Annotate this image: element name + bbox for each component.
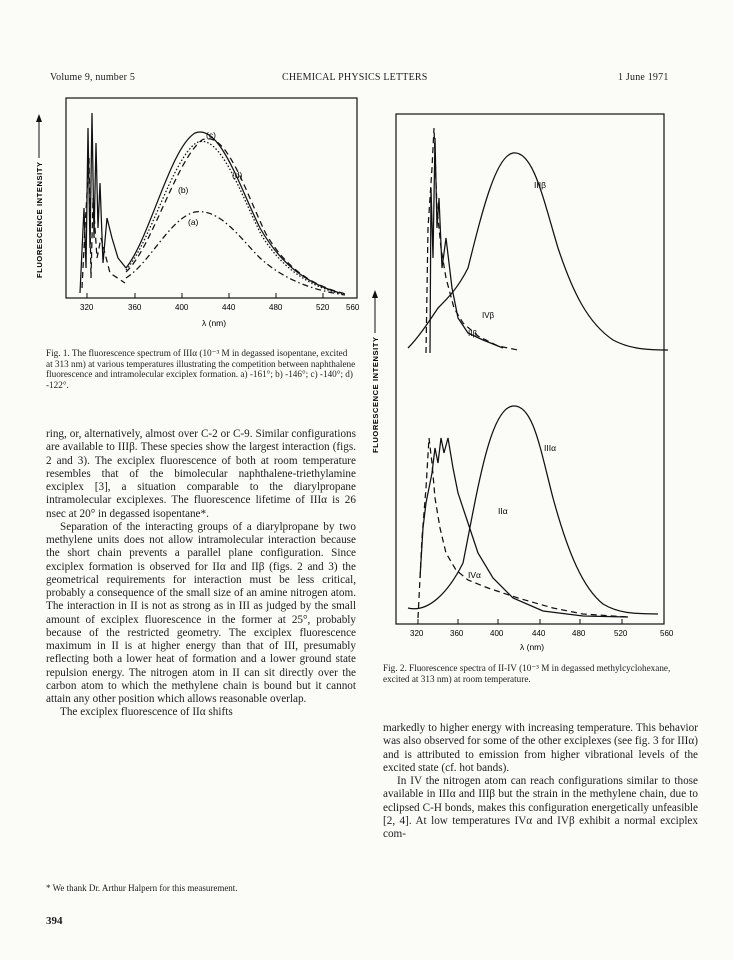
fig1-xtick-480: 480 [269, 303, 283, 312]
fig2-xtick-440: 440 [532, 629, 546, 638]
fig1-label-b: (b) [178, 185, 189, 195]
fig2-label-IIb: IIβ [468, 329, 478, 338]
fig2-label-IIa: IIα [498, 506, 508, 516]
fig1-xtick-560: 560 [346, 303, 360, 312]
fig1-ylabel: FLUORESCENCE INTENSITY [35, 161, 44, 278]
left-para-3: The exciplex fluorescence of IIα shifts [60, 706, 233, 719]
figure-2-plot [368, 108, 698, 656]
fig2-xtick-560: 560 [660, 629, 674, 638]
fig1-xtick-400: 400 [175, 303, 189, 312]
fig2-curve-IIb [426, 128, 518, 353]
fig1-curve-c [126, 132, 340, 293]
fig1-curve-a [126, 212, 345, 295]
running-header-date: 1 June 1971 [618, 72, 669, 83]
running-header-journal: CHEMICAL PHYSICS LETTERS [282, 72, 428, 83]
fig2-xtick-320: 320 [410, 629, 424, 638]
fig2-xlabel: λ (nm) [520, 642, 545, 652]
figure-2 [368, 108, 698, 656]
fig1-xtick-440: 440 [222, 303, 236, 312]
fig1-y-arrow-head [36, 114, 42, 122]
right-column [383, 722, 698, 841]
fig2-label-IIIa: IIIα [544, 443, 556, 453]
fig2-y-arrow-head [372, 290, 378, 298]
fig1-xlabel: λ (nm) [202, 318, 227, 328]
fig1-xtick-520: 520 [316, 303, 330, 312]
right-para-2: In IV the nitrogen atom can reach configurations similar to those available in IIIα and IIIβ but the strain in the methylene chain, due to eclipsed C-H bonds, makes this configuration energetically unfeasible [2, 4]. At low temperatures IVα and IVβ exhibit a normal exciplex com- [383, 775, 698, 840]
figure-1-plot [20, 88, 365, 338]
fig1-xtick-320: 320 [80, 303, 94, 312]
left-para-2: Separation of the interacting groups of a diarylpropane by two methylene units does not allow intramolecular interaction because the short chain prevents a parallel plane configuration. Since exciplex formation is observed for IIα and IIβ (figs. 2 and 3) the geometrical requirements for interaction must be less critical, probably a consequence of the small size of an amine nitrogen atom. The interaction in II is not as strong as in III as judged by the small amount of exciplex fluorescence in the former at 25°, probably because of the restricted geometry. The exciplex fluorescence maximum in II is at higher energy than that of III, presumably reflecting both a lower heat of formation and a lower ground state repulsion energy. The nitrogen atom in II can sit directly over the carbon atom to which the methylene chain is bound but it cannot attain any other position which allows reasonable overlap. [46, 520, 356, 705]
fig2-curve-IIa [420, 438, 628, 617]
footnote: * We thank Dr. Arthur Halpern for this measurement. [46, 883, 238, 893]
fig2-curve-IVa [418, 438, 628, 618]
right-para-1: markedly to higher energy with increasing temperature. This behavior was also observed for some of the other exciplexes (see fig. 3 for IIIα) and is attributed to emission from higher vibrational levels of the excited state (cf. hot bands). [383, 722, 698, 774]
fig2-xtick-520: 520 [614, 629, 628, 638]
left-para-1: ring, or, alternatively, almost over C-2 or C-9. Similar configurations are available to IIIβ. These species show the largest interaction (figs. 2 and 3). The exciplex fluorescence of both at room temperature resembles that of the bimolecular naphthalene-triethylamine exciplex [3], a situation comparable to the diarylpropane intramolecular exciplexes. The fluorescence lifetime of IIIα is 26 nsec at 20° in degassed isopentane*. [46, 428, 356, 520]
fig1-label-c: (c) [206, 130, 216, 140]
figure-1 [20, 88, 365, 338]
fig1-caption: Fig. 1. The fluorescence spectrum of IIIα (10⁻³ M in degassed isopentane, excited at 313 nm) at various temperatures illustrating the competition between naphthalene fluorescence and intramolecular exciplex formation. a) -161°; b) -146°; c) -140°; d) -122°. [46, 348, 356, 390]
left-column [46, 428, 356, 720]
fig2-label-IVb: IVβ [482, 311, 495, 320]
fig2-xtick-480: 480 [572, 629, 586, 638]
fig1-spikes-dashed [82, 158, 125, 288]
running-header-volume: Volume 9, number 5 [50, 72, 136, 83]
fig1-label-a: (a) [188, 217, 199, 227]
page-number: 394 [46, 915, 63, 927]
fig2-xtick-360: 360 [450, 629, 464, 638]
fig1-curve-d [126, 139, 346, 294]
fig1-label-d: (d) [232, 170, 243, 180]
fig2-xtick-400: 400 [490, 629, 504, 638]
fig1-xtick-360: 360 [128, 303, 142, 312]
fig2-ylabel: FLUORESCENCE INTENSITY [371, 336, 380, 453]
fig2-curve-IIIa [408, 406, 658, 614]
fig2-caption: Fig. 2. Fluorescence spectra of II-IV (10⁻³ M in degassed methylcyclohexane, excited at 313 nm) at room temperature. [383, 663, 671, 684]
fig2-label-IIIb: IIIβ [534, 180, 546, 190]
fig1-frame [66, 98, 357, 298]
fig2-label-IVa: IVα [468, 570, 481, 580]
